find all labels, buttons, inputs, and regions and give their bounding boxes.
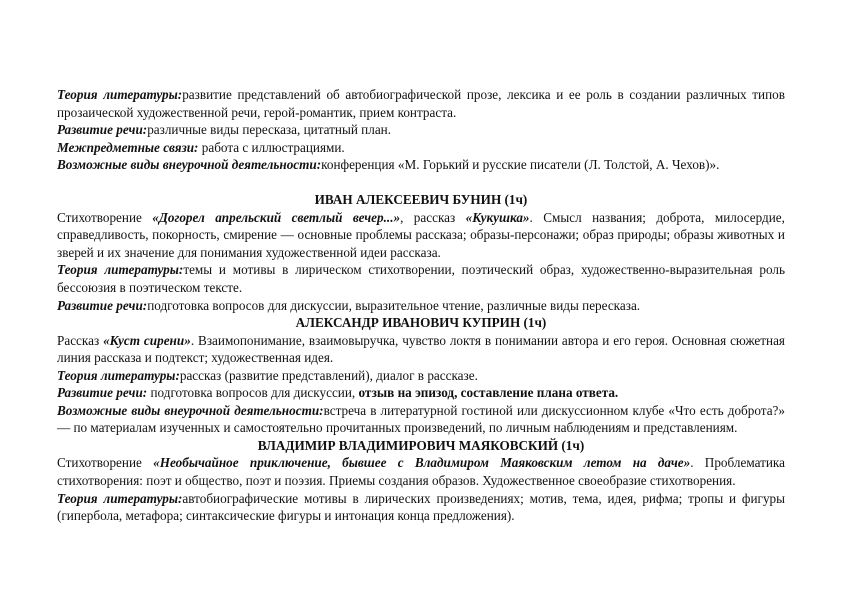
topic-label: Возможные виды внеурочной деятельности:	[57, 157, 322, 173]
paragraph	[57, 384, 785, 402]
paragraph	[57, 297, 785, 315]
paragraph	[57, 490, 785, 525]
paragraph	[57, 402, 785, 437]
paragraph	[57, 139, 785, 157]
topic-label: Теория литературы:	[57, 87, 183, 102]
emphasized-text: отзыв на эпизод, составление плана ответа.	[358, 385, 619, 401]
body-text: конференция «М. Горький и русские писатели (Л. Толстой, А. Чехов)».	[321, 157, 720, 173]
topic-label: Теория литературы:	[57, 367, 180, 383]
paragraph	[57, 156, 785, 174]
body-text: темы и мотивы в лирическом стихотворении, поэтический образ, художественно-выразительная роль бессоюзия в поэтическом тексте.	[57, 262, 785, 296]
topic-label: Межпредметные связи:	[57, 139, 199, 155]
body-text: подготовка вопросов для дискуссии, выразительное чтение, различные виды пересказа.	[147, 297, 641, 313]
body-text: Стихотворение	[57, 455, 154, 471]
section-heading: АЛЕКСАНДР ИВАНОВИЧ КУПРИН (1ч)	[295, 315, 547, 331]
work-title: «Догорел апрельский светлый вечер...»	[152, 209, 401, 225]
document-page	[57, 86, 785, 525]
topic-label: Теория литературы:	[57, 262, 184, 278]
section-heading: ВЛАДИМИР ВЛАДИМИРОВИЧ МАЯКОВСКИЙ (1ч)	[257, 437, 585, 453]
body-text: различные виды пересказа, цитатный план.	[147, 122, 392, 138]
paragraph	[57, 332, 785, 367]
body-text: развитие представлений об автобиографической прозе, лексика и ее роль в создании различных типов прозаической художественной речи, герой-романтик, прием контраста.	[57, 87, 785, 120]
body-text: автобиографические мотивы в лирических произведениях; мотив, тема, идея, рифма; тропы и фигуры (гипербола, метафора; синтаксические фигуры и интонация конца предложения).	[57, 490, 785, 524]
paragraph	[57, 261, 785, 296]
paragraph	[57, 209, 785, 262]
body-text: Рассказ	[57, 332, 104, 348]
body-text: . Проблематика стихотворения: поэт и общество, поэт и поэзия. Приемы создания образов. Художественное своеобразие стихотворения.	[57, 455, 785, 489]
work-title: «Необычайное приключение, бывшее с Владимиром Маяковским летом на даче»	[153, 455, 691, 471]
paragraph	[57, 367, 785, 385]
work-title: «Куст сирени»	[103, 332, 191, 348]
paragraph	[57, 454, 785, 489]
topic-label: Развитие речи:	[57, 122, 148, 138]
body-text: встреча в литературной гостиной или дискуссионном клубе «Что есть доброта?» — по материалам изученных и самостоятельно прочитанных произведений, по личным наблюдениям и представлениям.	[57, 402, 785, 436]
body-text: , рассказ	[400, 209, 466, 225]
body-text: работа с иллюстрациями.	[198, 139, 345, 155]
topic-label: Возможные виды внеурочной деятельности:	[57, 402, 324, 418]
topic-label: Теория литературы:	[57, 490, 183, 506]
body-text: Стихотворение	[57, 209, 153, 225]
work-title: «Кукушка»	[465, 209, 530, 225]
body-text: рассказ (развитие представлений), диалог в рассказе.	[179, 367, 478, 383]
body-text: подготовка вопросов для дискуссии,	[147, 385, 359, 401]
paragraph	[57, 121, 785, 139]
paragraph	[57, 86, 785, 121]
body-text: . Смысл названия; доброта, милосердие, справедливость, покорность, смирение — основные проблемы рассказа; образы-персонажи; образ природы; образы животных и зверей и их значение для понимания художественной идеи рассказа.	[57, 209, 785, 260]
topic-label: Развитие речи:	[57, 297, 148, 313]
section-heading: ИВАН АЛЕКСЕЕВИЧ БУНИН (1ч)	[314, 192, 528, 208]
topic-label: Развитие речи:	[57, 385, 148, 401]
body-text: . Взаимопонимание, взаимовыручка, чувство локтя в понимании автора и его героя. Основная сюжетная линия рассказа и подтекст; художественная идея.	[57, 332, 785, 366]
